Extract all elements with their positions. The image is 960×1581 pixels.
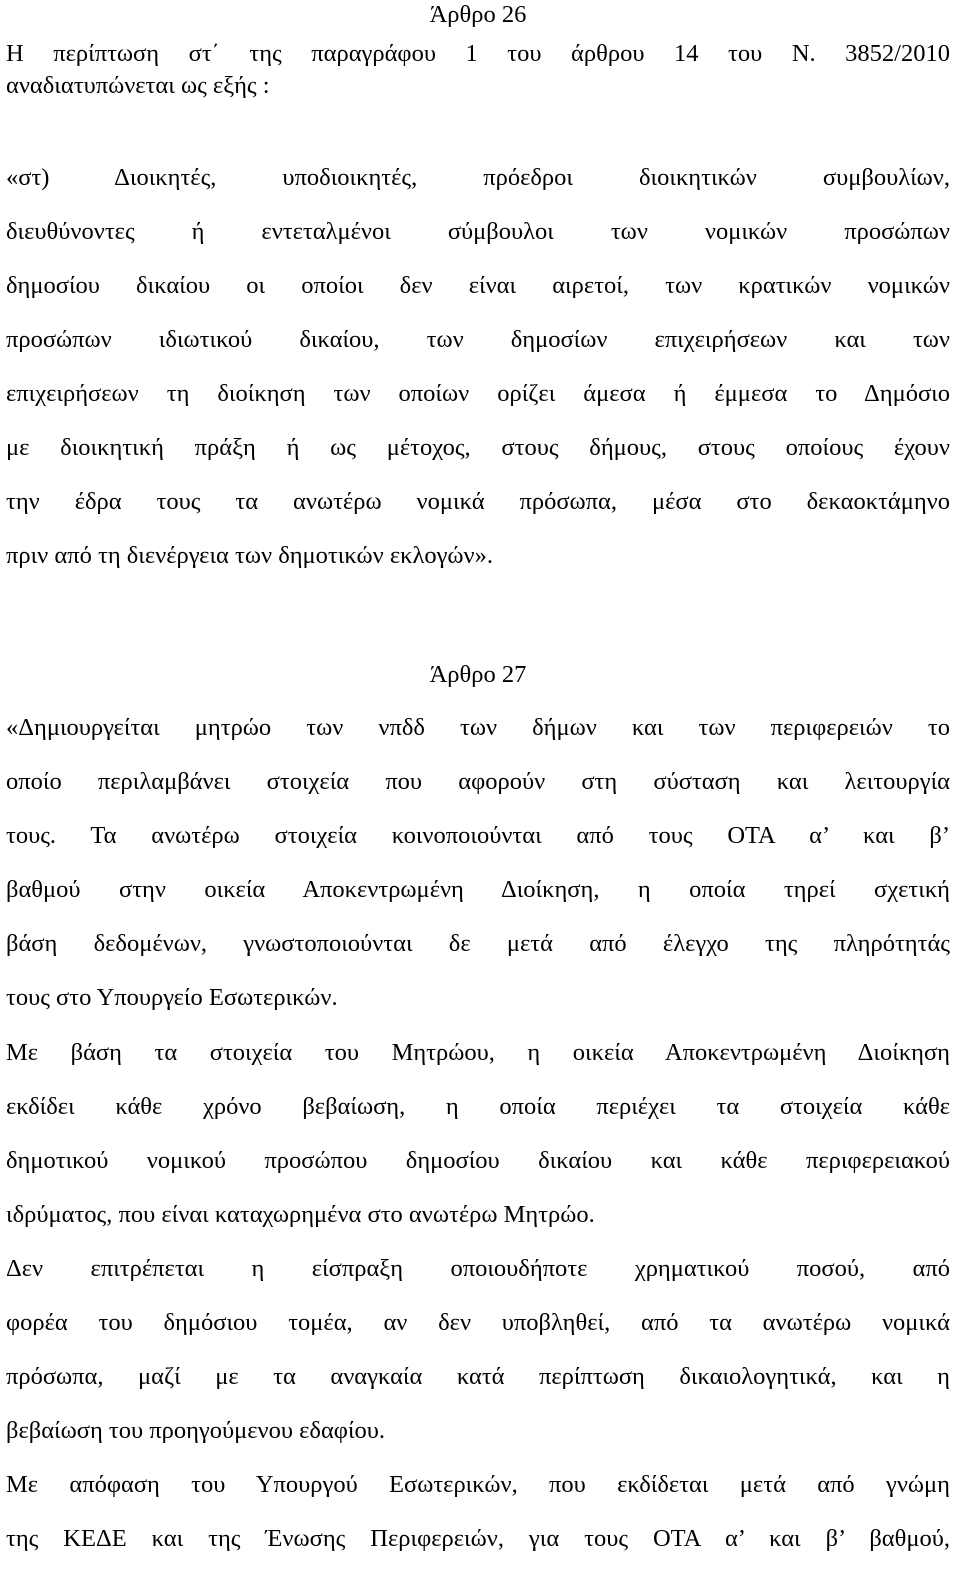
text-line: Δεν επιτρέπεται η είσπραξη οποιουδήποτε χρηματικού ποσού, από: [6, 1255, 950, 1282]
text-line: εκδίδει κάθε χρόνο βεβαίωση, η οποία περιέχει τα στοιχεία κάθε: [6, 1093, 950, 1120]
text-line: δημοσίου δικαίου οι οποίοι δεν είναι αιρετοί, των κρατικών νομικών: [6, 272, 950, 299]
text-line: επιχειρήσεων τη διοίκηση των οποίων ορίζει άμεσα ή έμμεσα το Δημόσιο: [6, 380, 950, 407]
text-line: φορέα του δημόσιου τομέα, αν δεν υποβληθεί, από τα ανωτέρω νομικά: [6, 1309, 950, 1336]
text-line: τους στο Υπουργείο Εσωτερικών.: [6, 984, 338, 1011]
text-line: δημοτικού νομικού προσώπου δημοσίου δικαίου και κάθε περιφερειακού: [6, 1147, 950, 1174]
text-line: οποίο περιλαμβάνει στοιχεία που αφορούν στη σύσταση και λειτουργία: [6, 768, 950, 795]
text-line: Η περίπτωση στ΄ της παραγράφου 1 του άρθρου 14 του Ν. 3852/2010: [6, 40, 950, 67]
article-27-paragraph-2: [6, 1026, 950, 1242]
text-line: διευθύνοντες ή εντεταλμένοι σύμβουλοι των νομικών προσώπων: [6, 218, 950, 245]
text-line: «στ) Διοικητές, υποδιοικητές, πρόεδροι διοικητικών συμβουλίων,: [6, 164, 950, 191]
article-27-heading: Άρθρο 27: [429, 661, 527, 688]
text-line: πρόσωπα, μαζί με τα αναγκαία κατά περίπτωση δικαιολογητικά, και η: [6, 1363, 950, 1390]
text-line: Με απόφαση του Υπουργού Εσωτερικών, που εκδίδεται μετά από γνώμη: [6, 1471, 950, 1498]
text-line: βαθμού στην οικεία Αποκεντρωμένη Διοίκηση, η οποία τηρεί σχετική: [6, 876, 950, 903]
article-26-quote: [6, 151, 950, 583]
text-line: με διοικητική πράξη ή ως μέτοχος, στους δήμους, στους οποίους έχουν: [6, 434, 950, 461]
article-27-paragraph-4: [6, 1458, 950, 1566]
article-27-paragraph-3: [6, 1242, 950, 1458]
text-line: της ΚΕΔΕ και της Ένωσης Περιφερειών, για τους ΟΤΑ α’ και β’ βαθμού,: [6, 1525, 950, 1552]
text-line: την έδρα τους τα ανωτέρω νομικά πρόσωπα, μέσα στο δεκαοκτάμηνο: [6, 488, 950, 515]
text-line: προσώπων ιδιωτικού δικαίου, των δημοσίων επιχειρήσεων και των: [6, 326, 950, 353]
text-line: αναδιατυπώνεται ως εξής :: [6, 72, 270, 99]
article-26-heading: Άρθρο 26: [429, 1, 527, 28]
text-line: βάση δεδομένων, γνωστοποιούνται δε μετά από έλεγχο της πληρότητάς: [6, 930, 950, 957]
article-26-body: [6, 37, 950, 101]
text-line: πριν από τη διενέργεια των δημοτικών εκλογών».: [6, 542, 493, 569]
text-line: τους. Τα ανωτέρω στοιχεία κοινοποιούνται από τους ΟΤΑ α’ και β’: [6, 822, 950, 849]
article-27-paragraph-1: [6, 701, 950, 1025]
text-line: Με βάση τα στοιχεία του Μητρώου, η οικεία Αποκεντρωμένη Διοίκηση: [6, 1039, 950, 1066]
text-line: βεβαίωση του προηγούμενου εδαφίου.: [6, 1417, 386, 1444]
text-line: «Δημιουργείται μητρώο των νπδδ των δήμων και των περιφερειών το: [6, 714, 950, 741]
text-line: ιδρύματος, που είναι καταχωρημένα στο ανωτέρω Μητρώο.: [6, 1201, 595, 1228]
